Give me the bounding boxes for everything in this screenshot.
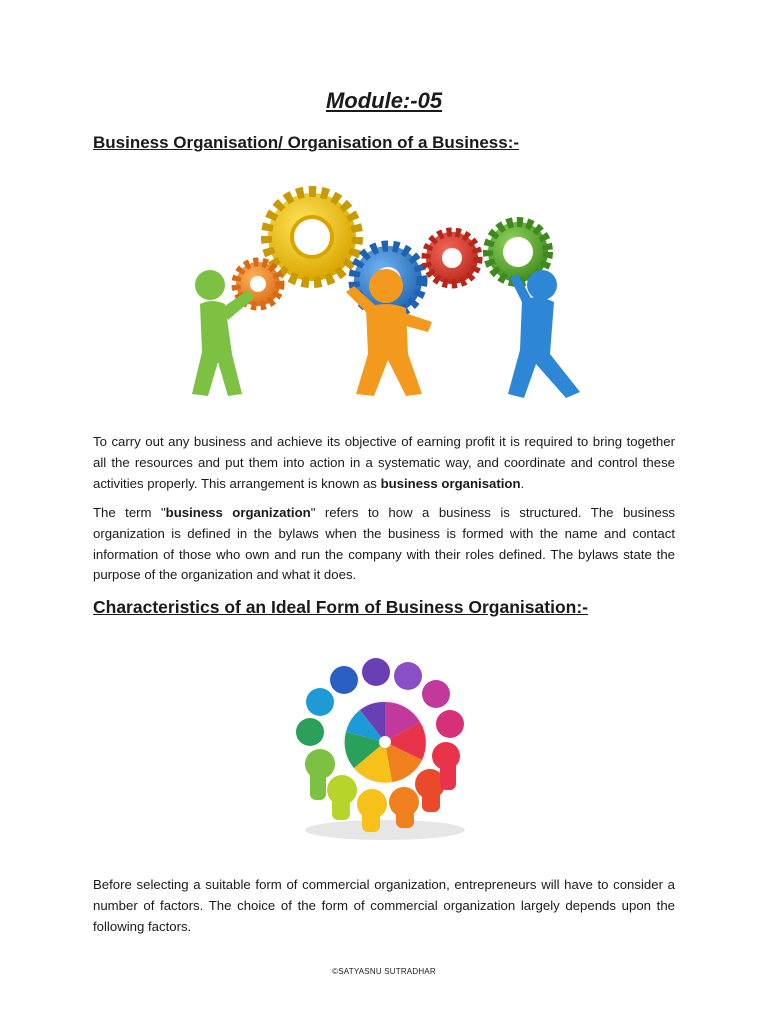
spiral-center-icon (343, 700, 427, 784)
paragraph-text: To carry out any business and achieve its objective of earning profit it is required to bring together all the resources and put them into action in a systematic way, and coordinate and control these activities properly. This arrangement is known as (93, 434, 675, 491)
paragraph-selection-factors: Before selecting a suitable form of commercial organization, entrepreneurs will have to consider a number of factors. The choice of the form of commercial organization largely depends upon the following factors. (93, 877, 675, 934)
bold-term: business organisation (380, 475, 521, 491)
paragraph-rest: " refers to how a business is structured. The business organization is defined in the bylaws when the business is formed with the name and contact information of those who own and run the company with their roles defined. The bylaws state the purpose of the organization and what it does. (93, 505, 676, 583)
bold-term: business organization (165, 505, 311, 520)
blue-person-icon (508, 270, 580, 398)
red-gear-icon (426, 232, 478, 284)
yellow-gear-icon (268, 193, 356, 281)
paragraph-end: . (520, 475, 525, 491)
paragraph-business-organisation-intro (93, 432, 675, 494)
paragraph-start: The term " (93, 505, 166, 520)
section-heading-characteristics: Characteristics of an Ideal Form of Business Organisation:- (93, 597, 588, 617)
module-title: Module:-05 (325, 88, 443, 113)
people-circle-illustration (280, 650, 490, 845)
section-heading-business-organisation: Business Organisation/ Organisation of a Business:- (93, 133, 520, 152)
gears-teamwork-illustration (170, 182, 590, 402)
footer-copyright: ©SATYASNU SUTRADHAR (332, 967, 436, 976)
paragraph-business-organization-term (93, 503, 675, 586)
